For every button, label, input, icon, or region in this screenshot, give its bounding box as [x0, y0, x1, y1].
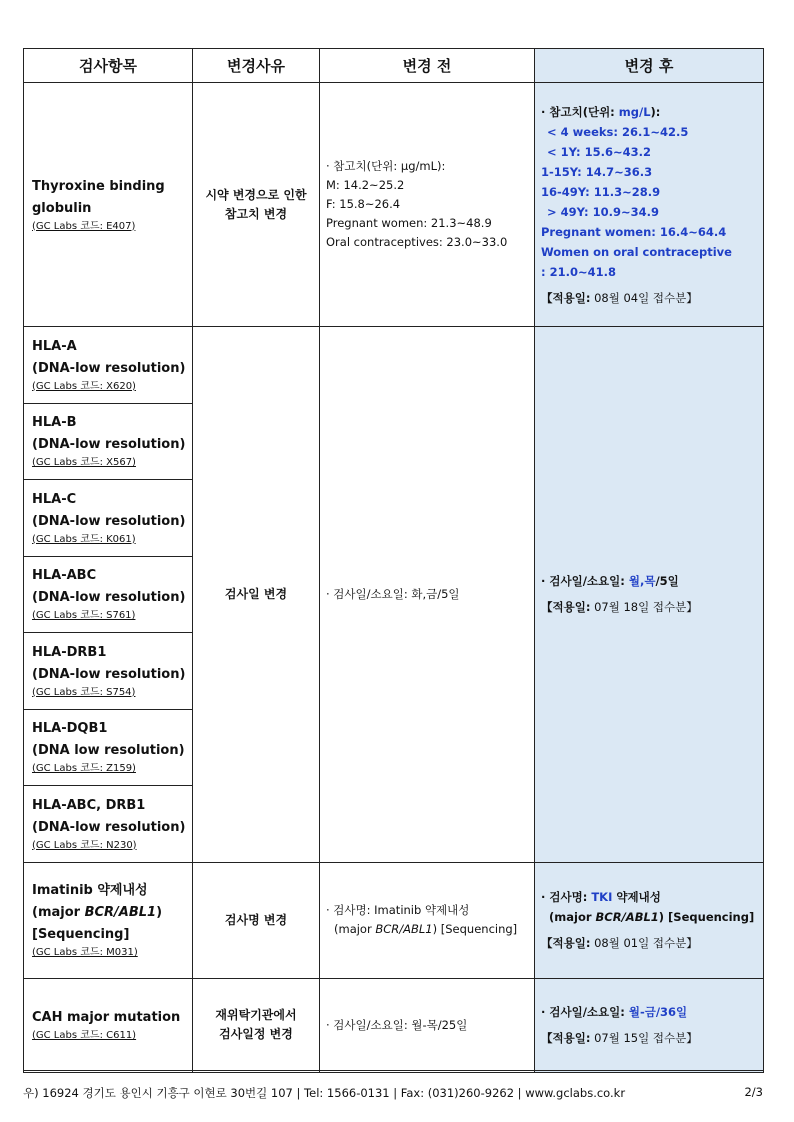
reason-text: 시약 변경으로 인한: [205, 187, 307, 202]
reason-cell: [193, 83, 320, 327]
before-line: M: 14.2~25.2: [326, 178, 405, 192]
table-row-cah: [24, 978, 764, 1072]
after-heading: · 검사일/소요일: 월-금/36일: [541, 1005, 688, 1019]
item-cell: [24, 709, 193, 786]
header-item: 검사항목: [24, 49, 193, 83]
item-name: (DNA-low resolution): [32, 437, 186, 453]
reason-text: 참고치 변경: [224, 206, 288, 221]
item-name: (DNA low resolution): [32, 743, 185, 759]
reason-text: 재위탁기관에서: [215, 1008, 297, 1022]
apply-date: 【적용일: 08월 01일 접수분】: [541, 936, 698, 950]
after-value: Pregnant women: 16.4~64.4: [541, 224, 727, 239]
page-footer: [23, 1070, 763, 1101]
item-code: (GC Labs 코드: X567): [32, 457, 136, 469]
item-name: HLA-DQB1: [32, 721, 108, 737]
after-value: 1-15Y: 14.7~36.3: [541, 164, 653, 179]
apply-date: 【적용일: 07월 18일 접수분】: [541, 600, 698, 615]
reason-cell: [193, 862, 320, 978]
after-value: Women on oral contraceptive: [541, 244, 732, 259]
item-name: HLA-B: [32, 415, 77, 431]
header-after: 변경 후: [535, 49, 764, 83]
item-code: (GC Labs 코드: C611): [32, 1030, 137, 1041]
before-cell: [320, 83, 535, 327]
footer-contact: 우) 16924 경기도 용인시 기흥구 이현로 30번길 107 | Tel: 1566-0131 | Fax: (031)260-9262 | www.gclabs.co.kr: [23, 1086, 626, 1100]
after-value: (major BCR/ABL1) [Sequencing]: [549, 910, 755, 924]
item-code: (GC Labs 코드: M031): [32, 947, 138, 958]
after-value: 16-49Y: 11.3~28.9: [541, 184, 661, 199]
item-name: HLA-ABC, DRB1: [32, 797, 146, 813]
item-name: (major BCR/ABL1): [32, 905, 163, 920]
after-value: < 1Y: 15.6~43.2: [547, 144, 651, 159]
after-heading: · 검사일/소요일: 월,목/5일: [541, 574, 679, 589]
item-code: (GC Labs 코드: S761): [32, 610, 136, 622]
apply-date: 【적용일: 07월 15일 접수분】: [541, 1031, 698, 1045]
reason-cell: [193, 978, 320, 1072]
reason-text: 검사일 변경: [224, 586, 288, 601]
table-row-imatinib: [24, 862, 764, 978]
before-cell: [320, 327, 535, 863]
after-cell: [535, 83, 764, 327]
table-header-row: [24, 49, 764, 83]
after-value: > 49Y: 10.9~34.9: [547, 204, 659, 219]
before-cell: [320, 978, 535, 1072]
after-cell: [535, 978, 764, 1072]
item-cell: [24, 978, 193, 1072]
item-name: (DNA-low resolution): [32, 513, 186, 529]
before-cell: [320, 862, 535, 978]
item-name: (DNA-low resolution): [32, 666, 186, 682]
after-heading: · 검사명: TKI 약제내성: [541, 890, 661, 904]
header-before: 변경 전: [320, 49, 535, 83]
after-cell: [535, 327, 764, 863]
item-cell: [24, 633, 193, 710]
after-heading: · 참고치(단위: mg/L):: [541, 104, 661, 119]
item-cell: [24, 786, 193, 863]
item-code: (GC Labs 코드: S754): [32, 686, 136, 698]
item-name: HLA-C: [32, 491, 77, 507]
item-cell: [24, 83, 193, 327]
reason-text: 검사일정 변경: [219, 1027, 293, 1041]
apply-date: 【적용일: 08월 04일 접수분】: [541, 290, 698, 305]
item-name: [Sequencing]: [32, 927, 130, 942]
change-notice-table: [23, 48, 764, 1073]
after-value: < 4 weeks: 26.1~42.5: [547, 124, 689, 139]
before-line: · 검사명: Imatinib 약제내성: [326, 903, 470, 917]
item-name: HLA-ABC: [32, 568, 97, 584]
item-code: (GC Labs 코드: E407): [32, 220, 136, 232]
item-name: CAH major mutation: [32, 1010, 181, 1025]
after-cell: [535, 862, 764, 978]
item-cell: [24, 480, 193, 557]
item-name: Imatinib 약제내성: [32, 883, 148, 898]
item-name: Thyroxine binding: [32, 178, 165, 194]
item-cell: [24, 403, 193, 480]
before-line: · 검사일/소요일: 화,금/5일: [326, 586, 460, 601]
item-name: HLA-DRB1: [32, 644, 107, 660]
before-line: (major BCR/ABL1) [Sequencing]: [334, 922, 518, 936]
item-code: (GC Labs 코드: N230): [32, 839, 137, 851]
item-name: (DNA-low resolution): [32, 360, 186, 376]
reason-text: 검사명 변경: [224, 912, 288, 927]
table-row-hla-a: [24, 327, 764, 404]
item-cell: [24, 862, 193, 978]
item-cell: [24, 327, 193, 404]
before-line: F: 15.8~26.4: [326, 197, 401, 211]
item-cell: [24, 556, 193, 633]
before-line: Oral contraceptives: 23.0~33.0: [326, 235, 508, 249]
table-row-tbg: [24, 83, 764, 327]
before-line: Pregnant women: 21.3~48.9: [326, 216, 492, 230]
item-name: globulin: [32, 200, 92, 216]
item-code: (GC Labs 코드: K061): [32, 533, 136, 545]
header-reason: 변경사유: [193, 49, 320, 83]
after-value: : 21.0~41.8: [541, 264, 616, 279]
reason-cell: [193, 327, 320, 863]
before-line: · 참고치(단위: μg/mL):: [326, 159, 446, 173]
item-name: (DNA-low resolution): [32, 590, 186, 606]
item-name: (DNA-low resolution): [32, 819, 186, 835]
item-code: (GC Labs 코드: Z159): [32, 763, 136, 775]
before-line: · 검사일/소요일: 월-목/25일: [326, 1017, 468, 1032]
page-number: 2/3: [744, 1085, 763, 1099]
item-name: HLA-A: [32, 338, 77, 354]
item-code: (GC Labs 코드: X620): [32, 380, 136, 392]
